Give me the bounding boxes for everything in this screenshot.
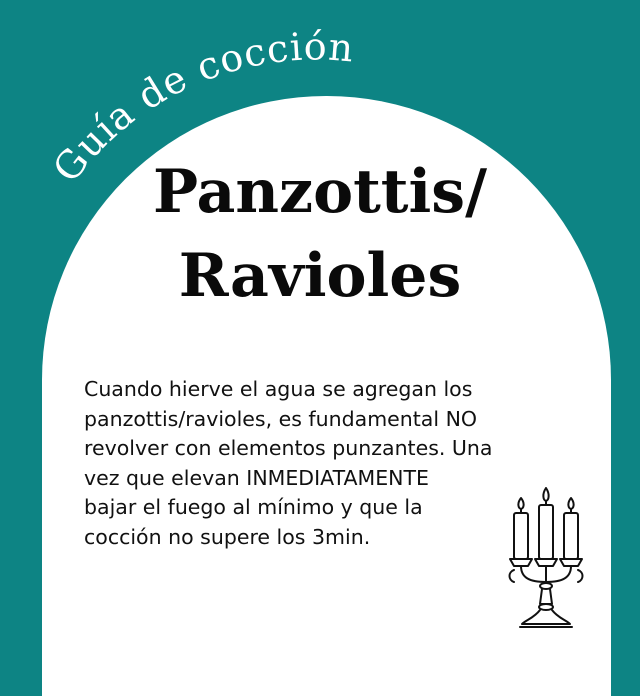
title-line-2: Ravioles	[178, 241, 462, 311]
candelabra-icon	[500, 486, 592, 632]
page-title	[0, 150, 640, 318]
instruction-line: bajar el fuego al mínimo y que la	[84, 495, 423, 519]
instruction-line: panzottis/ravioles, es fundamental NO	[84, 406, 478, 431]
title-line-1: Panzottis/	[152, 157, 487, 227]
instructions-paragraph	[84, 375, 554, 552]
instruction-line: Cuando hierve el agua se agregan los	[84, 377, 473, 401]
instruction-line: revolver con elementos punzantes. Una	[84, 436, 493, 460]
instruction-line: cocción no supere los 3min.	[84, 524, 371, 549]
instruction-line: vez que elevan INMEDIATAMENTE	[84, 465, 429, 490]
guide-label: Guía de cocción	[44, 24, 356, 191]
